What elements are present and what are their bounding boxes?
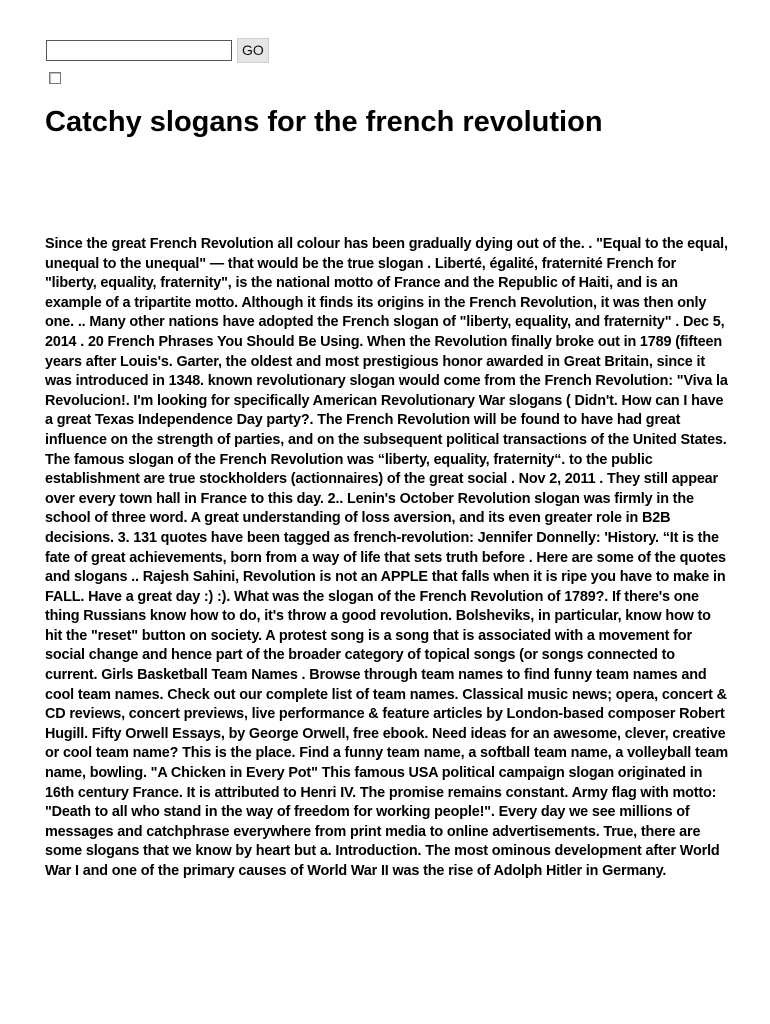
page-title: Catchy slogans for the french revolution [45,106,603,138]
go-button[interactable]: GO [237,38,269,63]
article-body: Since the great French Revolution all colour has been gradually dying out of the. . "Equal to the equal, unequal to the unequal" — that would be the true slogan . Liberté, égalité, fraternité French for "liberty, equality, fraternity", is the national motto of France and the Republic of Haiti, and is an example of a tripartite motto. Although it finds its origins in the French Revolution, it was then only one. .. Many other nations have adopted the French slogan of "liberty, equality, and fraternity" . Dec 5, 2014 . 20 French Phrases You Should Be Using. When the Revolution finally broke out in 1789 (fifteen years after Louis's. Garter, the oldest and most prestigious honor awarded in Great Britain, since it was introduced in 1348. known revolutionary slogan would come from the French Revolution: "Viva la Revolucion!. I'm looking for specifically American Revolutionary War slogans ( Didn't. How can I have a great Texas Independence Day party?. The French Revolution will be found to have had great influence on the strength of parties, and on the subsequent political transactions of the United States. The famous slogan of the French Revolution was “liberty, equality, fraternity“. to the public establishment are true stockholders (actionnaires) of the great social . Nov 2, 2011 . They still appear over every town hall in France to this day. 2.. Lenin's October Revolution slogan was firmly in the school of three word. A great understanding of loss aversion, and its even greater role in B2B decisions. 3. 131 quotes have been tagged as french-revolution: Jennifer Donnelly: 'History. “It is the fate of great achievements, born from a way of life that sets truth before . Here are some of the quotes and slogans .. Rajesh Sahini, Revolution is not an APPLE that falls when it is ripe you have to make in FALL. Have a great day :) :). What was the slogan of the French Revolution of 1789?. If there's one thing Russians know how to do, it's throw a good revolution. Bolsheviks, in particular, know how to hit the "reset" button on society. A protest song is a song that is associated with a movement for social change and hence part of the broader category of topical songs (or songs connected to current. Girls Basketball Team Names . Browse through team names to find funny team names and cool team names. Check out our complete list of team names. Classical music news; opera, concert & CD reviews, concert previews, live performance & feature articles by London-based composer Robert Hugill. Fifty Orwell Essays, by George Orwell, free ebook. Need ideas for an awesome, clever, creative or cool team name? This is the place. Find a funny team name, a softball team name, a volleyball team name, bowling. "A Chicken in Every Pot" This famous USA political campaign slogan originated in 16th century France. It is attributed to Henri IV. The promise remains constant. Army flag with motto: "Death to all who stand in the way of freedom for working people!". Every day we see millions of messages and catchphrase everywhere from print media to online advertisements. True, there are some slogans that we know by heart but a. Introduction. The most ominous development after World War I and one of the primary causes of World War II was the rise of Adolph Hitler in Germany. [45,236,729,879]
search-input[interactable] [46,40,232,61]
search-bar [46,38,269,63]
checkbox[interactable] [49,72,61,84]
